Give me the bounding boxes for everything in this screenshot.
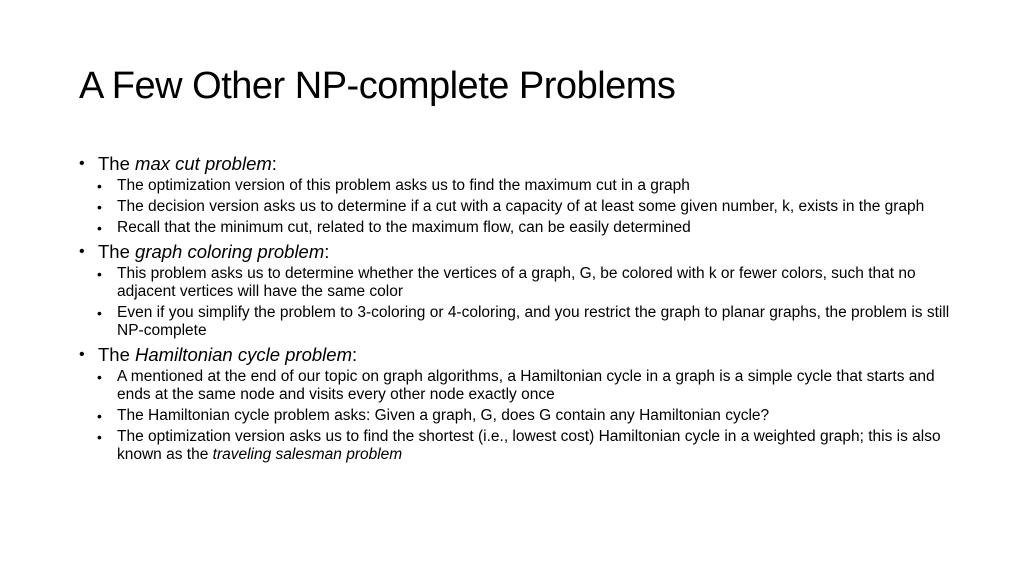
bullet-dot-icon: • [97,305,102,321]
sub-bullet-text: A mentioned at the end of our topic on graph algorithms, a Hamiltonian cycle in a graph is a simple cycle that starts and ends at the same node and visits every other node exactly once [117,368,935,403]
bullet-prefix: The [98,153,136,174]
sub-bullet-text: The optimization version asks us to find the shortest (i.e., lowest cost) Hamiltonian cycle in a weighted graph; this is also known as the [117,428,941,463]
bullet-dot-icon: • [79,243,85,260]
sub-bullet-text: The optimization version of this problem asks us to find the maximum cut in a graph [117,177,690,194]
sub-bullet [79,265,959,301]
bullet-dot-icon: • [97,220,102,236]
bullet-dot-icon: • [97,178,102,194]
sub-bullet [79,407,959,425]
sub-bullets-max-cut [79,177,959,237]
sub-bullet-term: traveling salesman problem [212,446,403,463]
bullet-suffix: : [271,153,277,174]
bullet-max-cut [79,152,959,176]
sub-bullet-text: The decision version asks us to determine if a cut with a capacity of at least some given number, k, exists in the graph [117,198,925,215]
bullet-term: max cut problem [135,153,272,174]
bullet-term: graph coloring problem [135,241,325,262]
sub-bullet [79,219,959,237]
bullet-dot-icon: • [97,369,102,385]
bullet-hamiltonian-cycle [79,343,959,367]
bullet-dot-icon: • [97,429,102,445]
sub-bullets-graph-coloring [79,265,959,340]
sub-bullet-text: This problem asks us to determine whether the vertices of a graph, G, be colored with k or fewer colors, such that no adjacent vertices will have the same color [117,265,916,300]
sub-bullet-text: Even if you simplify the problem to 3-coloring or 4-coloring, and you restrict the graph to planar graphs, the problem is still NP-complete [117,304,950,339]
bullet-dot-icon: • [79,346,85,363]
slide-title: A Few Other NP-complete Problems [79,65,676,107]
sub-bullet [79,304,959,340]
bullet-suffix: : [351,344,358,365]
bullet-prefix: The [98,241,136,262]
sub-bullet [79,177,959,195]
bullet-dot-icon: • [97,199,102,215]
bullet-content [79,152,959,464]
sub-bullet-text: Recall that the minimum cut, related to the maximum flow, can be easily determined [117,219,691,236]
bullet-prefix: The [98,344,136,365]
sub-bullet [79,368,959,404]
bullet-suffix: : [324,241,330,262]
bullet-dot-icon: • [97,408,102,424]
bullet-dot-icon: • [97,266,102,282]
sub-bullet-text: The Hamiltonian cycle problem asks: Given a graph, G, does G contain any Hamiltonian cycle? [117,407,770,424]
bullet-term: Hamiltonian cycle problem [135,344,352,365]
sub-bullet [79,428,959,464]
sub-bullets-hamiltonian-cycle [79,368,959,464]
bullet-dot-icon: • [79,155,85,172]
bullet-graph-coloring [79,240,959,264]
sub-bullet [79,198,959,216]
